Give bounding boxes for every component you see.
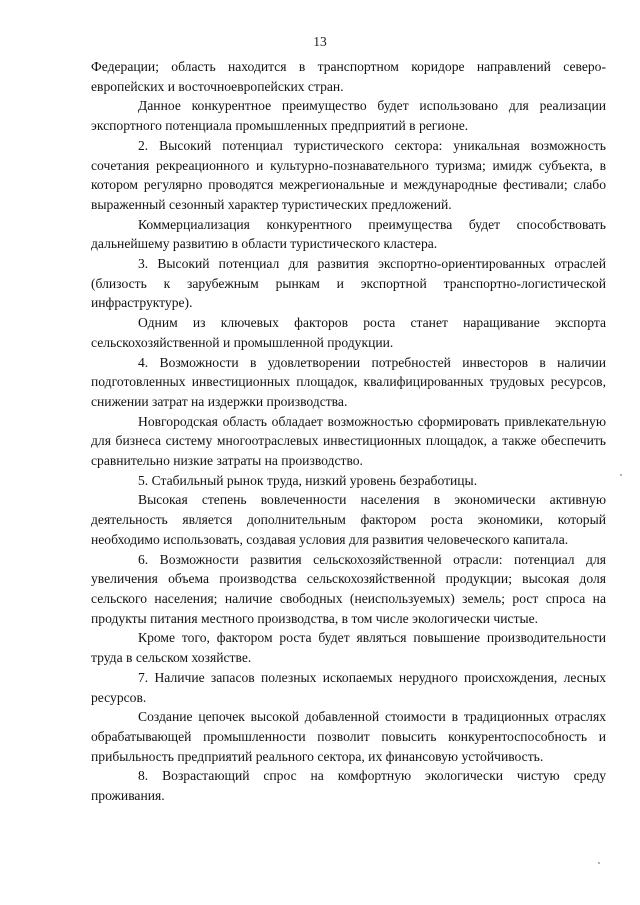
paragraph: Коммерциализация конкурентного преимущества будет способствовать дальнейшему развитию в области туристического кластера.: [91, 216, 606, 252]
paragraph: Одним из ключевых факторов роста станет наращивание экспорта сельскохозяйственной и промышленной продукции.: [91, 315, 606, 350]
paragraph: 2. Высокий потенциал туристического сектора: уникальная возможность сочетания рекреационного и культурно-познавательного туризма; имидж субъекта, в котором регулярно проводятся межрегиональные и международные фестивали; слабо выраженный сезонный характер туристических предложений.: [91, 137, 606, 212]
paragraph: Кроме того, фактором роста будет являться повышение производительности труда в сельском хозяйстве.: [91, 630, 606, 666]
paragraph: 6. Возможности развития сельскохозяйственной отрасли: потенциал для увеличения объема производства сельскохозяйственной продукции; высокая доля сельского населения; наличие свободных (неиспользуемых) земель; рост спроса на продукты питания местного производства, в том числе экологически чистые.: [91, 551, 606, 626]
paragraph: Высокая степень вовлеченности населения в экономически активную деятельность является дополнительным фактором роста экономики, который необходимо использовать, создавая условия для развития человеческого капитала.: [91, 492, 606, 547]
paragraph: 5. Стабильный рынок труда, низкий уровень безработицы.: [138, 472, 478, 488]
paragraph: 8. Возрастающий спрос на комфортную экологически чистую среду проживания.: [91, 768, 606, 804]
paragraph: Создание цепочек высокой добавленной стоимости в традиционных отраслях обрабатывающей промышленности позволит повысить конкурентоспособность и прибыльность предприятий реального сектора, их финансовую устойчивость.: [91, 709, 606, 764]
paragraph: 3. Высокий потенциал для развития экспортно-ориентированных отраслей (близость к зарубежным рынкам и экспортной транспортно-логистической инфраструктуре).: [91, 256, 606, 311]
scan-speck: [620, 474, 622, 476]
paragraph: Данное конкурентное преимущество будет использовано для реализации экспортного потенциала промышленных предприятий в регионе.: [91, 98, 606, 134]
scan-speck: [598, 862, 600, 864]
paragraph: 7. Наличие запасов полезных ископаемых нерудного происхождения, лесных ресурсов.: [91, 669, 606, 705]
paragraph: Федерации; область находится в транспортном коридоре направлений северо-европейских и восточноевропейских стран.: [91, 59, 606, 94]
paragraph: 4. Возможности в удовлетворении потребностей инвесторов в наличии подготовленных инвестиционных площадок, квалифицированных трудовых ресурсов, снижении затрат на издержки производства.: [91, 354, 606, 409]
paragraph: Новгородская область обладает возможностью сформировать привлекательную для бизнеса систему многоотраслевых инвестиционных площадок, а также обеспечить сравнительно низкие затраты на производство.: [91, 413, 606, 469]
document-body: [91, 57, 606, 806]
page-number: 13: [313, 34, 327, 49]
